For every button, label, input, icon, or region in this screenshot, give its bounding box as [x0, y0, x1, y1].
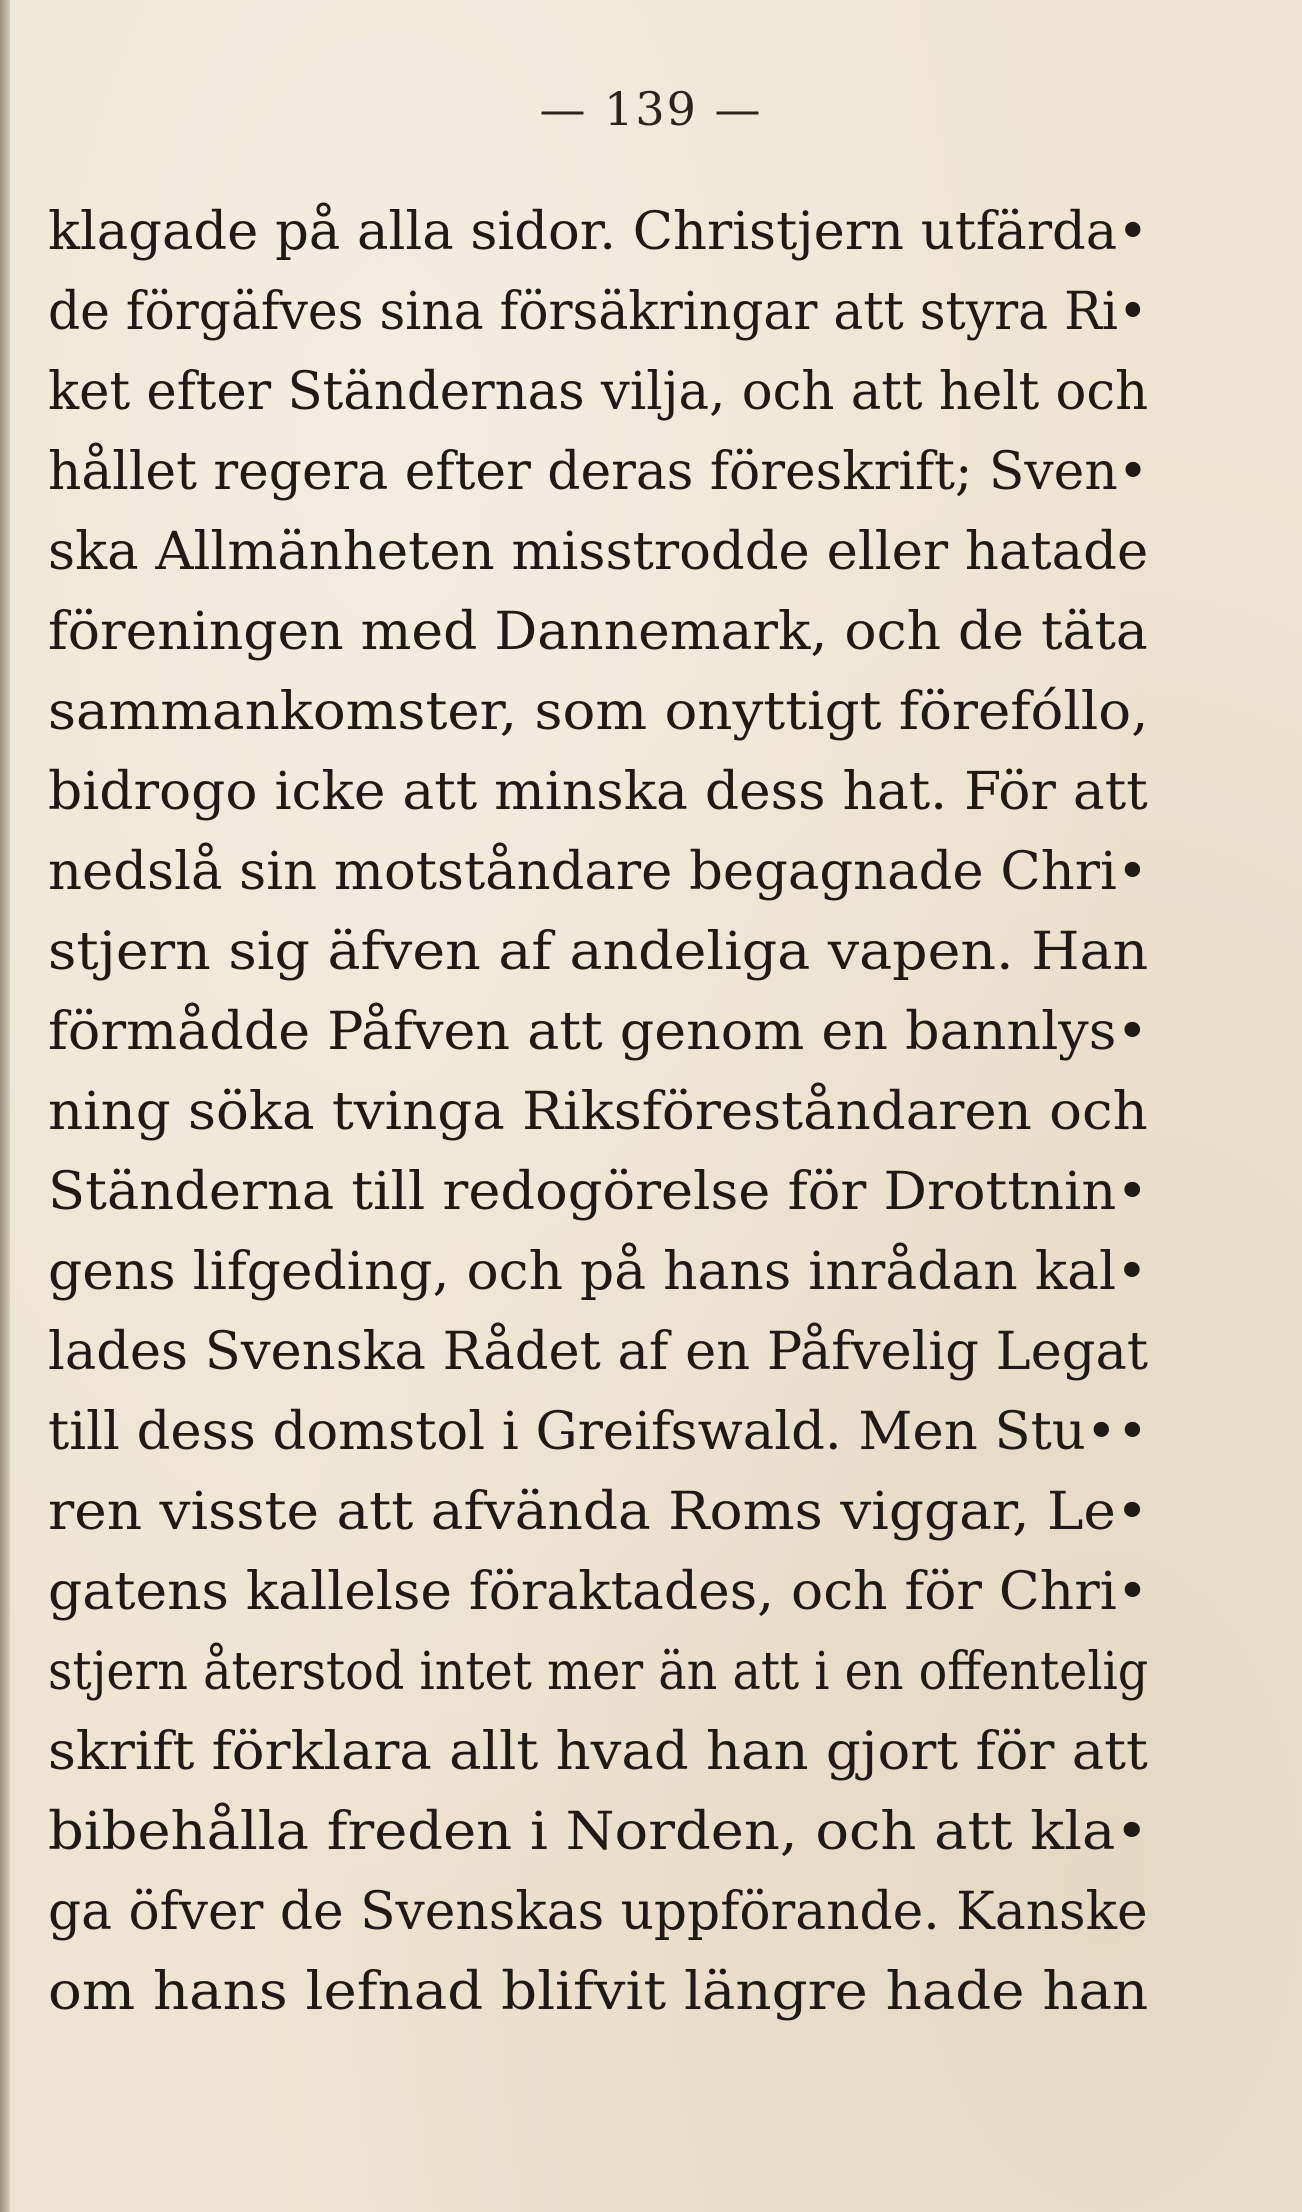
text-line: stjern sig äfven af andeliga vapen. Han [48, 922, 1149, 982]
text-line: nedslå sin motståndare begagnade Chri• [48, 842, 1148, 902]
text-line: ga öfver de Svenskas uppförande. Kanske [48, 1882, 1148, 1942]
text-line: ska Allmänheten misstrodde eller hatade [48, 522, 1149, 582]
text-line: stjern återstod intet mer än att i en offentelig [48, 1642, 1149, 1702]
text-line: förmådde Påfven att genom en bannlys• [48, 1002, 1149, 1062]
text-line: sammankomster, som onyttigt förefóllo, [48, 682, 1149, 742]
text-line: om hans lefnad blifvit längre hade han [48, 1962, 1149, 2022]
text-line: till dess domstol i Greifswald. Men Stu•• [48, 1402, 1149, 1462]
text-line: ket efter Ständernas vilja, och att helt och [48, 362, 1149, 422]
page-gutter-edge [0, 0, 10, 2212]
text-line: gatens kallelse föraktades, och för Chri• [48, 1562, 1149, 1622]
text-line: lades Svenska Rådet af en Påfvelig Legat [48, 1322, 1148, 1382]
text-line: hållet regera efter deras föreskrift; Sven• [48, 442, 1149, 502]
text-line: föreningen med Dannemark, och de täta [48, 602, 1148, 662]
page-number-header: — 139 — [539, 82, 763, 136]
text-line: skrift förklara allt hvad han gjort för att [48, 1722, 1148, 1782]
text-line: gens lifgeding, och på hans inrådan kal• [48, 1242, 1148, 1302]
text-line: ren visste att afvända Roms viggar, Le• [48, 1482, 1149, 1542]
text-line: ning söka tvinga Riksföreståndaren och [48, 1082, 1148, 1142]
text-line: klagade på alla sidor. Christjern utfärda• [48, 202, 1149, 262]
text-line: Ständerna till redogörelse för Drottnin• [48, 1162, 1149, 1222]
text-line: de förgäfves sina försäkringar att styra Ri• [48, 282, 1148, 342]
text-line: bibehålla freden i Norden, och att kla• [48, 1802, 1149, 1862]
text-line: bidrogo icke att minska dess hat. För att [48, 762, 1148, 822]
